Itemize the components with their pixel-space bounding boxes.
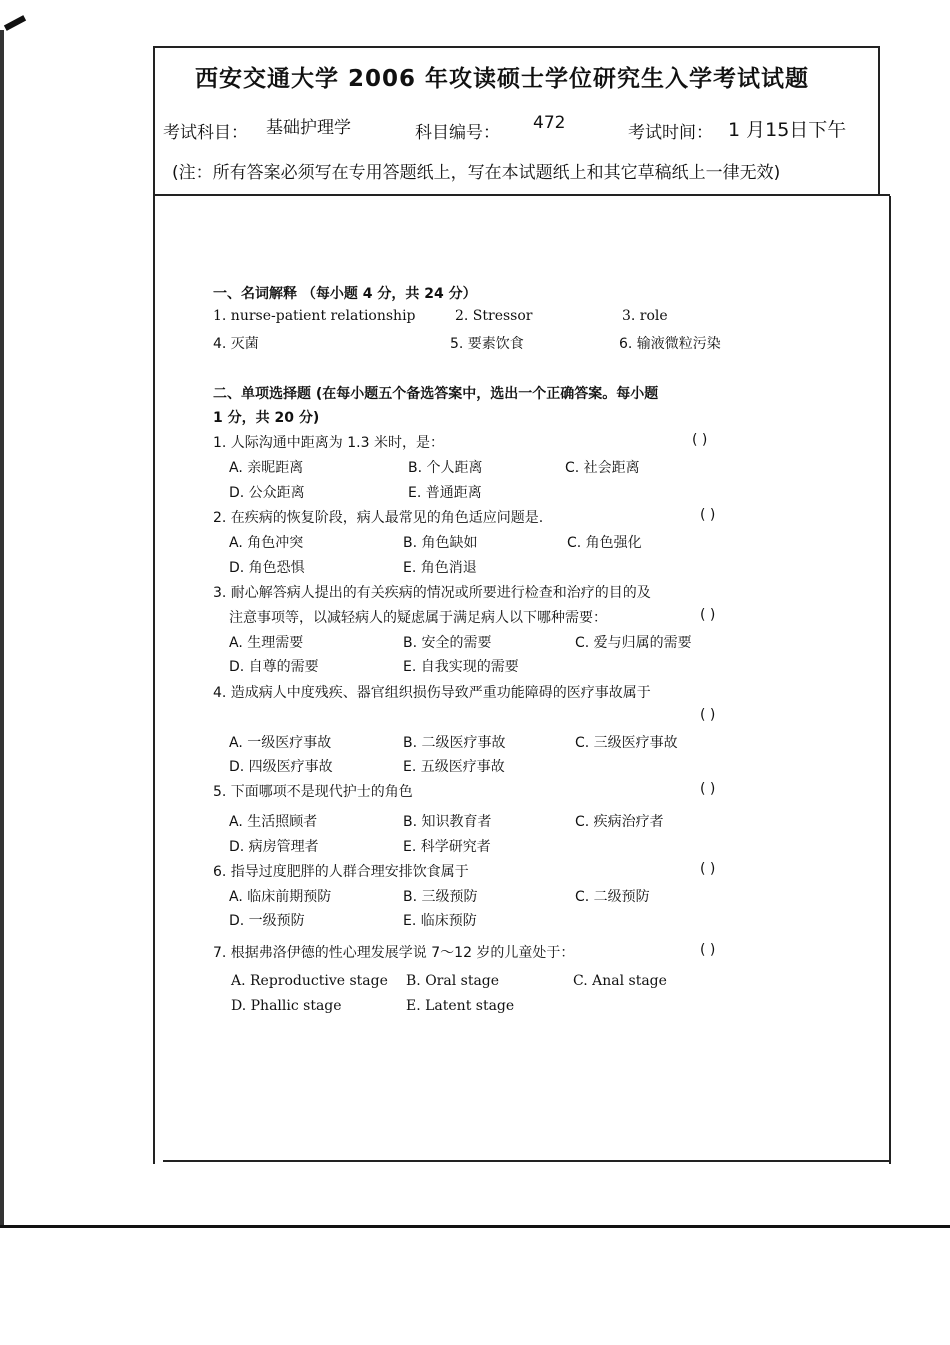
- answer-blank: ( ): [700, 507, 716, 523]
- section1-heading: 一、名词解释 （每小题 4 分，共 24 分）: [213, 286, 477, 302]
- option: C. 二级预防: [575, 889, 650, 905]
- bottom-divider: [163, 1160, 891, 1162]
- scan-mark: [4, 15, 26, 31]
- section2-heading: 二、单项选择题 (在每小题五个备选答案中，选出一个正确答案。每小题: [213, 386, 659, 402]
- option: E. Latent stage: [406, 998, 515, 1014]
- frame-top-border: [153, 46, 879, 48]
- time-label: 考试时间：: [628, 123, 713, 143]
- option: E. 科学研究者: [403, 839, 491, 855]
- option: C. 三级医疗事故: [575, 735, 678, 751]
- option: D. 四级医疗事故: [229, 759, 333, 775]
- option: E. 自我实现的需要: [403, 659, 519, 675]
- option: D. Phallic stage: [231, 998, 342, 1014]
- question-stem: 6. 指导过度肥胖的人群合理安排饮食属于: [213, 864, 469, 880]
- subject-label: 考试科目：: [163, 123, 248, 143]
- question-stem: 3. 耐心解答病人提出的有关疾病的情况或所要进行检查和治疗的目的及: [213, 585, 651, 601]
- option: E. 普通距离: [408, 485, 482, 501]
- option: B. 二级医疗事故: [403, 735, 506, 751]
- time-value: 1 月15日下午: [728, 119, 847, 141]
- frame-right-border-lower: [889, 196, 891, 1164]
- question-stem: 2. 在疾病的恢复阶段，病人最常见的角色适应问题是.: [213, 510, 544, 526]
- option: C. 疾病治疗者: [575, 814, 664, 830]
- term-1: 1. nurse-patient relationship: [213, 308, 416, 324]
- answer-blank: ( ): [700, 707, 716, 723]
- header-divider: [153, 194, 890, 196]
- option: C. Anal stage: [573, 973, 667, 989]
- option: B. 角色缺如: [403, 535, 478, 551]
- option: E. 临床预防: [403, 913, 477, 929]
- term-4: 4. 灭菌: [213, 336, 259, 352]
- question-stem: 1. 人际沟通中距离为 1.3 米时，是：: [213, 435, 444, 451]
- page-title: 西安交通大学 2006 年攻读硕士学位研究生入学考试试题: [195, 66, 810, 92]
- answer-blank: ( ): [700, 942, 716, 958]
- option: B. Oral stage: [406, 973, 500, 989]
- code-value: 472: [533, 113, 566, 133]
- option: D. 一级预防: [229, 913, 305, 929]
- term-5: 5. 要素饮食: [450, 336, 524, 352]
- option: B. 安全的需要: [403, 635, 492, 651]
- term-2: 2. Stressor: [455, 308, 533, 324]
- option: D. 公众距离: [229, 485, 305, 501]
- scan-edge: [0, 30, 4, 1225]
- exam-note: (注：所有答案必须写在专用答题纸上，写在本试题纸上和其它草稿纸上一律无效): [172, 163, 781, 183]
- question-stem: 5. 下面哪项不是现代护士的角色: [213, 784, 413, 800]
- option: D. 角色恐惧: [229, 560, 305, 576]
- option: E. 五级医疗事故: [403, 759, 505, 775]
- scan-bottom-line: [0, 1225, 950, 1228]
- code-label: 科目编号：: [415, 123, 500, 143]
- frame-left-border: [153, 46, 155, 1164]
- option: B. 三级预防: [403, 889, 478, 905]
- answer-blank: ( ): [700, 861, 716, 877]
- question-stem: 4. 造成病人中度残疾、器官组织损伤导致严重功能障碍的医疗事故属于: [213, 685, 651, 701]
- option: A. 亲昵距离: [229, 460, 304, 476]
- option: C. 社会距离: [565, 460, 640, 476]
- answer-blank: ( ): [692, 432, 708, 448]
- option: A. 一级医疗事故: [229, 735, 332, 751]
- term-6: 6. 输液微粒污染: [619, 336, 721, 352]
- option: D. 自尊的需要: [229, 659, 319, 675]
- option: A. 角色冲突: [229, 535, 304, 551]
- section2-heading-cont: 1 分，共 20 分): [213, 410, 320, 426]
- option: E. 角色消退: [403, 560, 477, 576]
- option: A. 生理需要: [229, 635, 304, 651]
- question-stem-cont: 注意事项等，以减轻病人的疑虑属于满足病人以下哪种需要：: [229, 610, 607, 626]
- option: A. Reproductive stage: [231, 973, 388, 989]
- option: C. 角色强化: [567, 535, 642, 551]
- option: B. 个人距离: [408, 460, 483, 476]
- question-stem: 7. 根据弗洛伊德的性心理发展学说 7～12 岁的儿童处于：: [213, 945, 575, 961]
- answer-blank: ( ): [700, 781, 716, 797]
- option: C. 爱与归属的需要: [575, 635, 692, 651]
- answer-blank: ( ): [700, 607, 716, 623]
- frame-right-border: [878, 46, 880, 196]
- term-3: 3. role: [622, 308, 668, 324]
- option: A. 临床前期预防: [229, 889, 332, 905]
- subject-value: 基础护理学: [266, 118, 351, 138]
- option: A. 生活照顾者: [229, 814, 318, 830]
- option: D. 病房管理者: [229, 839, 319, 855]
- option: B. 知识教育者: [403, 814, 492, 830]
